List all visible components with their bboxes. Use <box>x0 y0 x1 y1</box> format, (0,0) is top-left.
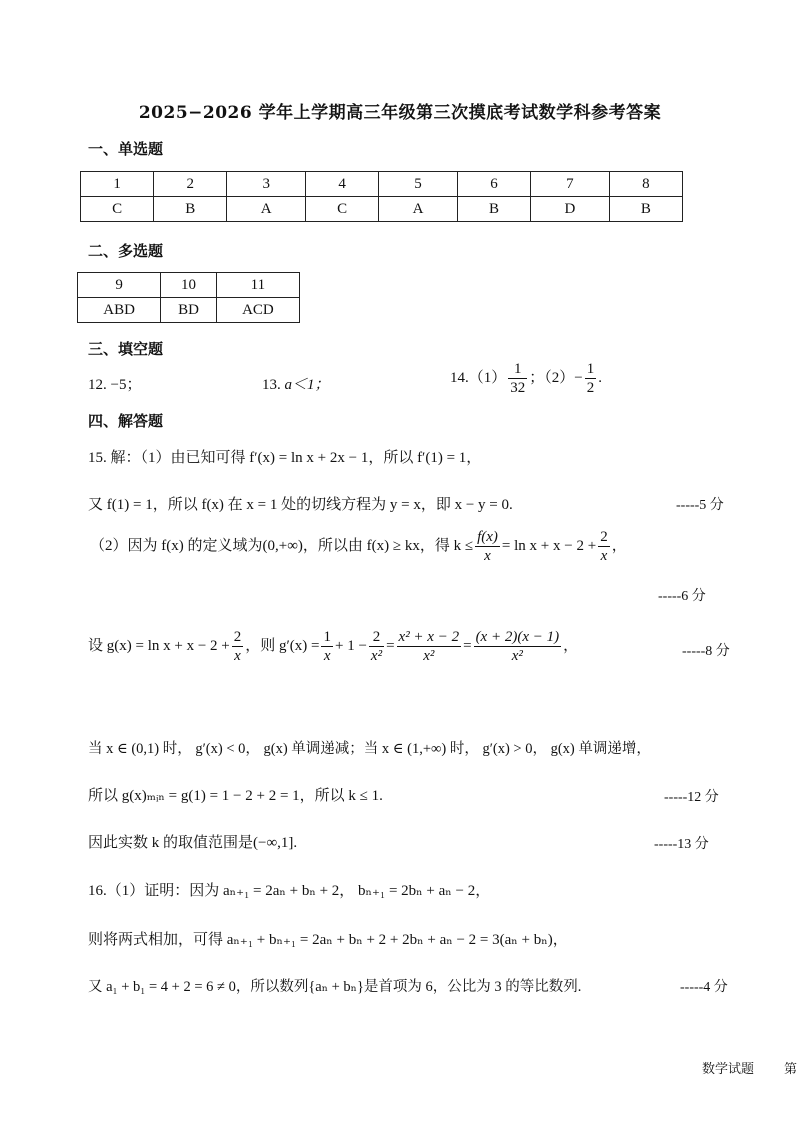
fraction-numerator: 2 <box>369 628 384 647</box>
table-cell: ABD <box>78 298 161 323</box>
single-choice-answer-table <box>80 171 683 222</box>
score-mark: -----12 分 <box>664 790 719 805</box>
solution-15-line-6: 所以 g(x)ₘᵢₙ = g(1) = 1 − 2 + 2 = 1，所以 k ≤ 1. <box>88 788 383 804</box>
fraction-denominator: x² <box>423 648 435 664</box>
table-cell: 3 <box>227 172 306 197</box>
text-segment: （2）因为 f(x) 的定义域为(0,+∞)，所以由 f(x) ≥ kx，得 k ≤ <box>90 537 474 554</box>
table-cell: B <box>154 197 227 222</box>
fraction-numerator: (x + 2)(x − 1) <box>475 629 560 645</box>
fraction-numerator: 1 <box>508 360 527 379</box>
table-row <box>78 298 300 323</box>
fraction <box>475 528 500 565</box>
table-cell: 7 <box>531 172 610 197</box>
solution-15-line-1: 15. 解：（1）由已知可得 f′(x) = ln x + 2x − 1，所以 f′(1) = 1， <box>88 450 482 466</box>
table-cell: 2 <box>154 172 227 197</box>
fraction-numerator: x² + x − 2 <box>398 629 460 645</box>
solution-15-line-5: 当 x ∈ (0,1) 时， g′(x) < 0， g(x) 单调递减；当 x ∈ (1,+∞) 时， g′(x) > 0， g(x) 单调递增， <box>88 741 651 757</box>
score-mark: -----4 分 <box>680 980 728 995</box>
solution-15-line-2: 又 f(1) = 1，所以 f(x) 在 x = 1 处的切线方程为 y = x，即 x − y = 0. <box>88 497 513 513</box>
table-row <box>78 273 300 298</box>
text-segment: = ln x + x − 2 + <box>501 537 597 554</box>
fraction-numerator: 2 <box>233 629 242 645</box>
table-row <box>81 172 683 197</box>
score-mark: -----8 分 <box>682 644 730 659</box>
section-heading-multiple-choice: 二、多选题 <box>88 242 164 260</box>
table-row <box>81 197 683 222</box>
q14-part2-label: ；（2）− <box>529 369 583 386</box>
fraction-numerator: 2 <box>600 529 608 545</box>
solution-15-line-3 <box>90 528 627 565</box>
solution-16-line-1: 16.（1）证明：因为 aₙ₊₁ = 2aₙ + bₙ + 2， bₙ₊₁ = 2bₙ + aₙ − 2， <box>88 883 491 899</box>
footer-subject: 数学试题 <box>702 1062 755 1077</box>
fraction-numerator: f(x) <box>477 529 498 545</box>
fraction <box>232 628 244 665</box>
footer-page: 第 <box>784 1062 798 1077</box>
answer-q12: 12. −5； <box>88 377 142 393</box>
solution-16-line-3: 又 a₁ + b₁ = 4 + 2 = 6 ≠ 0，所以数列{aₙ + bₙ}是首项为 6，公比为 3 的等比数列. <box>88 979 582 995</box>
table-cell: BD <box>161 298 217 323</box>
fraction <box>474 628 562 665</box>
section-heading-fill-blank: 三、填空题 <box>88 340 164 358</box>
score-mark: -----13 分 <box>654 837 709 852</box>
table-cell: 9 <box>78 273 161 298</box>
table-cell: 10 <box>161 273 217 298</box>
fraction-denominator: x <box>484 548 491 564</box>
section-heading-solutions: 四、解答题 <box>88 412 164 430</box>
page-title: 2025−2026 学年上学期高三年级第三次摸底考试数学科参考答案 <box>138 103 662 123</box>
table-cell: 1 <box>81 172 154 197</box>
q14-end: . <box>598 369 602 386</box>
q13-answer: a＜1； <box>284 377 330 393</box>
section-heading-single-choice: 一、单选题 <box>88 140 164 158</box>
text-segment: ，则 g′(x) = <box>245 637 320 654</box>
table-cell: C <box>81 197 154 222</box>
text-segment: ， <box>611 537 627 554</box>
fraction <box>598 528 610 565</box>
table-cell: C <box>306 197 379 222</box>
text-segment: + 1 − <box>334 637 367 654</box>
table-cell: 8 <box>609 172 682 197</box>
text-segment: = <box>463 637 472 654</box>
fraction <box>397 628 462 665</box>
answer-q13 <box>262 373 330 394</box>
solution-15-line-7: 因此实数 k 的取值范围是(−∞,1]. <box>88 835 298 851</box>
fraction-denominator: x <box>600 548 608 564</box>
table-cell: B <box>457 197 530 222</box>
table-cell: 4 <box>306 172 379 197</box>
fraction-denominator: 32 <box>510 380 526 396</box>
fraction-denominator: x <box>323 648 331 664</box>
table-cell: 6 <box>457 172 530 197</box>
table-cell: A <box>227 197 306 222</box>
fraction-denominator: x² <box>370 648 383 664</box>
table-cell: 5 <box>379 172 458 197</box>
text-segment: 设 g(x) = ln x + x − 2 + <box>88 637 230 654</box>
score-mark: -----6 分 <box>658 589 706 604</box>
fraction <box>508 360 527 397</box>
fraction-numerator: 1 <box>323 629 331 645</box>
q13-label: 13. <box>262 377 281 393</box>
score-mark: -----5 分 <box>676 498 724 513</box>
fraction <box>369 628 384 665</box>
fraction-denominator: x <box>234 648 241 664</box>
answer-q14 <box>450 360 602 397</box>
fraction-denominator: 2 <box>586 380 595 396</box>
multiple-choice-answer-table <box>77 272 300 323</box>
table-cell: B <box>609 197 682 222</box>
table-cell: ACD <box>216 298 299 323</box>
fraction <box>585 360 597 397</box>
table-cell: A <box>379 197 458 222</box>
fraction-numerator: 1 <box>586 361 595 377</box>
fraction-denominator: x² <box>511 648 523 664</box>
table-cell: D <box>531 197 610 222</box>
table-cell: 11 <box>216 273 299 298</box>
text-segment: ， <box>563 637 579 654</box>
solution-15-line-4 <box>88 628 578 665</box>
q14-part1-label: 14.（1） <box>450 369 507 386</box>
solution-16-line-2: 则将两式相加，可得 aₙ₊₁ + bₙ₊₁ = 2aₙ + bₙ + 2 + 2bₙ + aₙ − 2 = 3(aₙ + bₙ)， <box>88 932 568 948</box>
fraction <box>321 628 333 665</box>
text-segment: = <box>386 637 395 654</box>
